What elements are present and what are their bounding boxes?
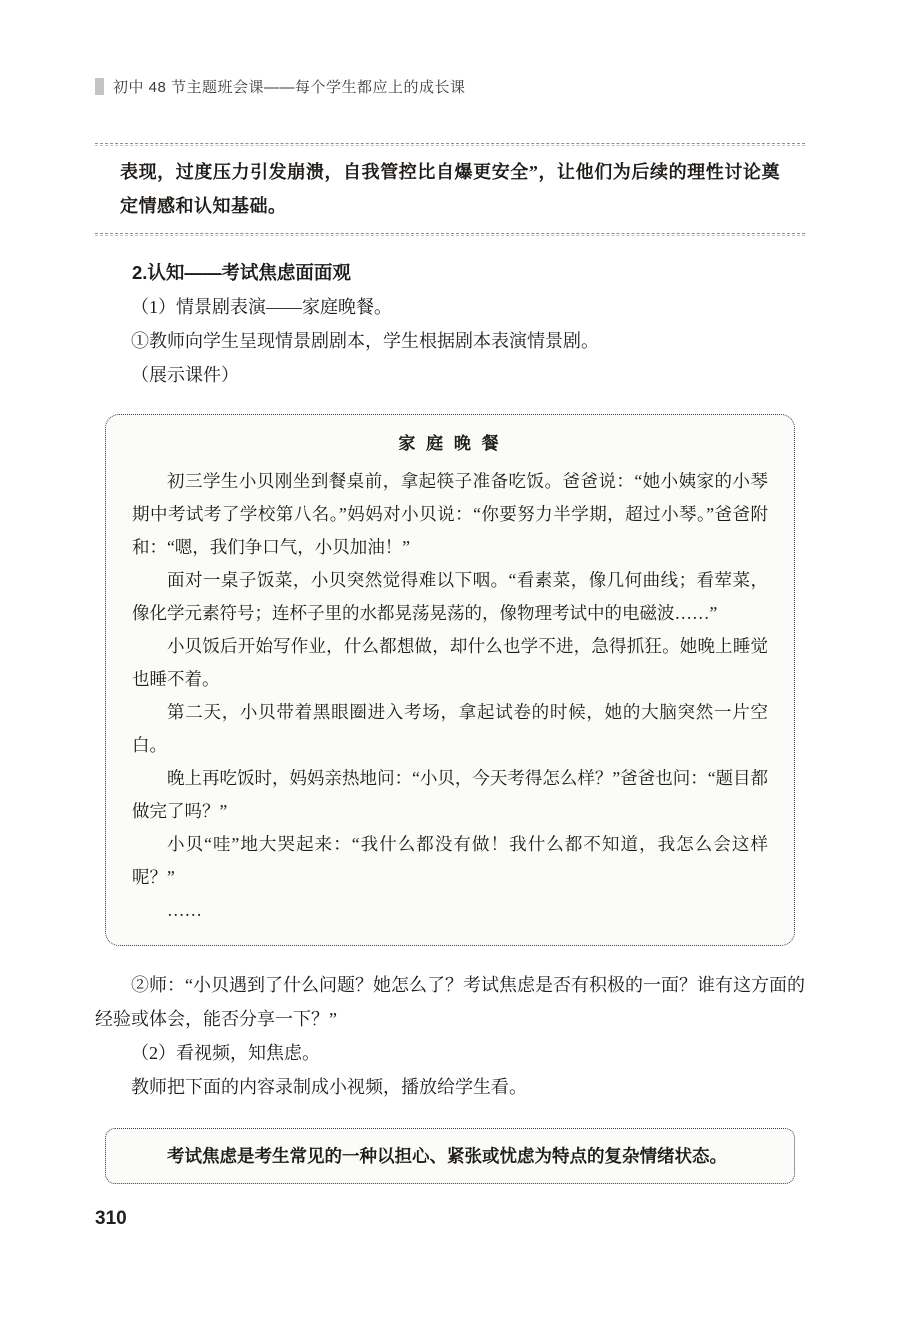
after-box-section [95,968,805,1104]
script-paragraph: 小贝饭后开始写作业，什么都想做，却什么也学不进，急得抓狂。她晚上睡觉也睡不着。 [132,636,768,689]
body-paragraph: 教师把下面的内容录制成小视频，播放给学生看。 [131,1077,527,1097]
script-paragraph: 晚上再吃饭时，妈妈亲热地问：“小贝，今天考得怎么样？”爸爸也问：“题目都做完了吗？” [132,768,768,821]
continuation-paragraph: 表现，过度压力引发崩溃，自我管控比自爆更安全”，让他们为后续的理性讨论奠定情感和认知基础。 [120,162,780,216]
body-paragraph: ②师：“小贝遇到了什么问题？她怎么了？考试焦虑是否有积极的一面？谁有这方面的经验或体会，能否分享一下？” [95,975,805,1029]
body-paragraph: ①教师向学生呈现情景剧剧本，学生根据剧本表演情景剧。 [131,331,599,351]
script-box-title: 家 庭 晚 餐 [398,434,502,453]
definition-text: 考试焦虑是考生常见的一种以担心、紧张或忧虑为特点的复杂情绪状态。 [167,1146,727,1166]
script-paragraph: 面对一桌子饭菜，小贝突然觉得难以下咽。“看素菜，像几何曲线；看荤菜，像化学元素符号；连杯子里的水都晃荡晃荡的，像物理考试中的电磁波……” [132,570,768,623]
book-page [95,76,805,1230]
section-heading: 2.认知——考试焦虑面面观 [132,262,351,283]
script-box [105,414,795,946]
header-marker-icon [95,78,104,95]
body-paragraph: （2）看视频，知焦虑。 [131,1043,320,1063]
body-paragraph: （1）情景剧表演——家庭晚餐。 [131,297,392,317]
script-paragraph: 第二天，小贝带着黑眼圈进入考场，拿起试卷的时候，她的大脑突然一片空白。 [132,702,768,755]
body-paragraph: （展示课件） [131,365,239,385]
page-number: 310 [95,1208,127,1229]
definition-box [105,1128,795,1184]
page-header [95,76,805,97]
dashed-divider-bottom [95,233,805,236]
script-paragraph: …… [167,900,202,920]
running-head-title: 初中 48 节主题班会课——每个学生都应上的成长课 [113,79,466,96]
script-paragraph: 初三学生小贝刚坐到餐桌前，拿起筷子准备吃饭。爸爸说：“她小姨家的小琴期中考试考了学校第八名。”妈妈对小贝说：“你要努力半学期，超过小琴。”爸爸附和：“嗯，我们争口气，小贝加油！” [132,471,768,557]
script-paragraph: 小贝“哇”地大哭起来：“我什么都没有做！我什么都不知道，我怎么会这样呢？” [132,834,768,887]
